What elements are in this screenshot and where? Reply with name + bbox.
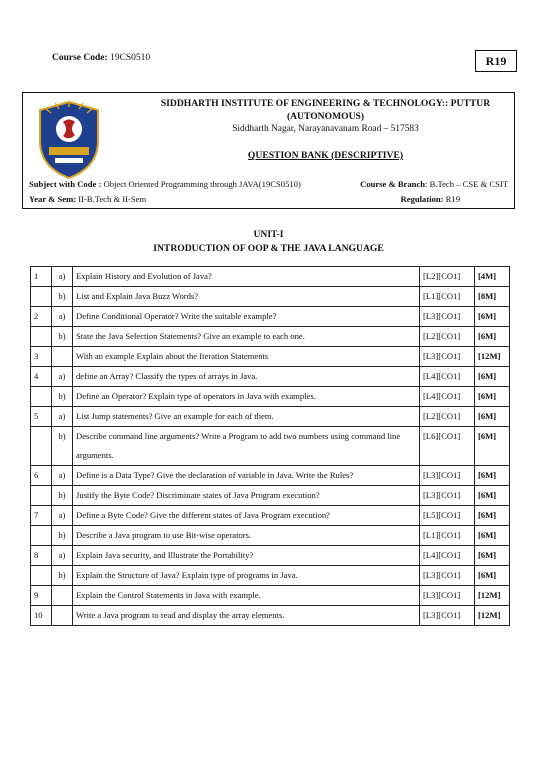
question-part: a)	[52, 466, 73, 486]
question-row	[31, 586, 510, 606]
question-text: Describe a Java program to use Bit-wise operators.	[73, 526, 420, 546]
question-part	[52, 606, 73, 626]
question-level: [L1][CO1]	[420, 526, 475, 546]
question-level: [L6][CO1]	[420, 427, 475, 466]
question-number	[31, 287, 52, 307]
question-row	[31, 546, 510, 566]
unit-title: UNIT-I	[253, 229, 284, 240]
question-level: [L3][CO1]	[420, 486, 475, 506]
question-level: [L2][CO1]	[420, 267, 475, 287]
question-number: 7	[31, 506, 52, 526]
question-number	[31, 566, 52, 586]
regulation-info	[401, 194, 460, 204]
question-text: Define Conditional Operator? Write the suitable example?	[73, 307, 420, 327]
question-marks: [6M]	[475, 387, 510, 407]
question-number: 10	[31, 606, 52, 626]
question-level: [L3][CO1]	[420, 566, 475, 586]
question-level: [L1][CO1]	[420, 287, 475, 307]
question-part: a)	[52, 546, 73, 566]
unit-subtitle: INTRODUCTION OF OOP & THE JAVA LANGUAGE	[153, 243, 384, 254]
question-text: List Jump statements? Give an example for each of them.	[73, 407, 420, 427]
question-level: [L2][CO1]	[420, 407, 475, 427]
question-row	[31, 466, 510, 486]
question-number	[31, 526, 52, 546]
question-level: [L4][CO1]	[420, 387, 475, 407]
question-marks: [6M]	[475, 566, 510, 586]
question-number: 5	[31, 407, 52, 427]
question-part: b)	[52, 526, 73, 546]
question-table	[30, 266, 510, 626]
subject-label: Subject with Code :	[29, 179, 102, 189]
question-row	[31, 606, 510, 626]
question-level: [L4][CO1]	[420, 546, 475, 566]
question-level: [L3][CO1]	[420, 586, 475, 606]
question-marks: [6M]	[475, 526, 510, 546]
question-number: 2	[31, 307, 52, 327]
question-text: Define a Byte Code? Give the different states of Java Program execution?	[73, 506, 420, 526]
question-marks: [4M]	[475, 267, 510, 287]
question-text: State the Java Selection Statements? Give an example to each one.	[73, 327, 420, 347]
question-marks: [12M]	[475, 606, 510, 626]
question-part	[52, 586, 73, 606]
question-level: [L3][CO1]	[420, 347, 475, 367]
question-row	[31, 307, 510, 327]
year-label: Year & Sem:	[29, 194, 77, 204]
question-part: b)	[52, 566, 73, 586]
question-part: b)	[52, 387, 73, 407]
question-row	[31, 327, 510, 347]
branch-label: Course & Branch	[360, 179, 426, 189]
question-part: a)	[52, 267, 73, 287]
question-marks: [12M]	[475, 347, 510, 367]
question-part: b)	[52, 287, 73, 307]
question-level: [L5][CO1]	[420, 506, 475, 526]
question-number	[31, 486, 52, 506]
subject-value: Object Oriented Programming through JAVA(19CS0510)	[103, 179, 301, 189]
question-text: Explain Java security, and Illustrate the Portability?	[73, 546, 420, 566]
question-row	[31, 506, 510, 526]
branch-info	[360, 179, 508, 189]
question-marks: [12M]	[475, 586, 510, 606]
question-level: [L3][CO1]	[420, 307, 475, 327]
question-level: [L4][CO1]	[420, 367, 475, 387]
question-marks: [6M]	[475, 327, 510, 347]
question-number: 9	[31, 586, 52, 606]
question-part: b)	[52, 427, 73, 466]
question-number: 6	[31, 466, 52, 486]
question-text: Define an Operator? Explain type of operators in Java with examples.	[73, 387, 420, 407]
institute-address: Siddharth Nagar, Narayanavanam Road – 517583	[232, 124, 419, 134]
question-text: define an Array? Classify the types of arrays in Java.	[73, 367, 420, 387]
question-row	[31, 566, 510, 586]
question-marks: [6M]	[475, 486, 510, 506]
question-text: Justify the Byte Code? Discriminate states of Java Program execution?	[73, 486, 420, 506]
question-number	[31, 327, 52, 347]
question-level: [L3][CO1]	[420, 466, 475, 486]
question-bank-title: QUESTION BANK (DESCRIPTIVE)	[247, 150, 404, 161]
question-row	[31, 287, 510, 307]
institute-header	[22, 92, 515, 209]
course-code-value: 19CS0510	[110, 53, 151, 63]
question-row	[31, 367, 510, 387]
question-marks: [8M]	[475, 287, 510, 307]
question-marks: [6M]	[475, 307, 510, 327]
question-part: b)	[52, 327, 73, 347]
institute-name-line2: (AUTONOMOUS)	[286, 111, 365, 122]
question-table-body	[31, 267, 510, 626]
regulation-value: R19	[445, 194, 460, 204]
question-part	[52, 347, 73, 367]
question-marks: [6M]	[475, 546, 510, 566]
question-number	[31, 387, 52, 407]
question-text: Define is a Data Type? Give the declaration of variable in Java. Write the Rules?	[73, 466, 420, 486]
question-row	[31, 526, 510, 546]
subject-info	[29, 179, 301, 189]
question-number: 4	[31, 367, 52, 387]
question-number: 1	[31, 267, 52, 287]
question-row	[31, 486, 510, 506]
regulation-badge: R19	[475, 50, 517, 72]
course-code-label: Course Code:	[52, 53, 108, 63]
branch-value: : B.Tech – CSE & CSIT	[425, 179, 508, 189]
question-row	[31, 387, 510, 407]
question-level: [L2][CO1]	[420, 327, 475, 347]
question-level: [L3][CO1]	[420, 606, 475, 626]
question-text: Explain the Control Statements in Java with example.	[73, 586, 420, 606]
question-part: a)	[52, 506, 73, 526]
question-row	[31, 347, 510, 367]
question-text: List and Explain Java Buzz Words?	[73, 287, 420, 307]
question-row	[31, 267, 510, 287]
question-part: a)	[52, 367, 73, 387]
regulation-label: Regulation:	[400, 194, 444, 204]
question-number: 3	[31, 347, 52, 367]
question-part: a)	[52, 407, 73, 427]
question-marks: [6M]	[475, 367, 510, 387]
question-row	[31, 427, 510, 466]
question-marks: [6M]	[475, 427, 510, 466]
year-info	[29, 194, 146, 204]
year-value: II-B.Tech & II-Sem	[78, 194, 147, 204]
question-row	[31, 407, 510, 427]
question-text: Explain the Structure of Java? Explain type of programs in Java.	[73, 566, 420, 586]
course-code	[52, 53, 150, 63]
question-marks: [6M]	[475, 407, 510, 427]
question-text: Describe command line arguments? Write a Program to add two numbers using command line arguments.	[73, 427, 420, 466]
question-marks: [6M]	[475, 466, 510, 486]
question-number	[31, 427, 52, 466]
question-marks: [6M]	[475, 506, 510, 526]
institute-name-line1: SIDDHARTH INSTITUTE OF ENGINEERING & TECHNOLOGY:: PUTTUR	[160, 98, 491, 109]
question-part: b)	[52, 486, 73, 506]
institute-name	[143, 97, 508, 123]
question-part: a)	[52, 307, 73, 327]
question-text: Explain History and Evolution of Java?	[73, 267, 420, 287]
institute-logo-icon	[37, 101, 101, 179]
question-number: 8	[31, 546, 52, 566]
question-text: With an example Explain about the Iteration Statements	[73, 347, 420, 367]
question-text: Write a Java program to read and display the array elements.	[73, 606, 420, 626]
